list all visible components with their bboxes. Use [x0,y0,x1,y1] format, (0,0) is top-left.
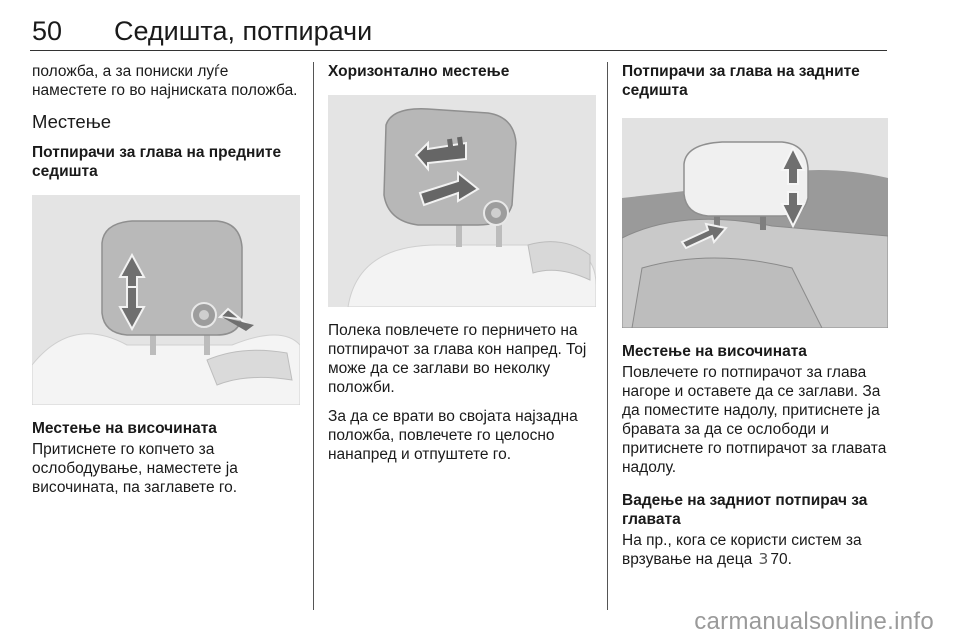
column-divider-1 [313,62,314,610]
rear-height-caption-text: Повлечете го потпирачот за глава нагоре и оставете да се заглави. За да поместите надолу, притиснете ја бравата за да се ослободи и притиснете го потпирачот за главата надолу. [622,364,887,476]
column-divider-2 [607,62,608,610]
front-height-caption-title: Местење на височината [32,420,217,437]
column-3 [622,62,892,579]
rear-headrest-figure [622,118,888,328]
column-1 [32,62,300,507]
front-height-caption-text: Притиснете го копчето за ослободување, наместете ја височината, па заглавете го. [32,441,238,496]
rear-removal-heading: Вадење на задниот потпирач за главата [622,492,868,528]
intro-paragraph: положба, а за пониски луѓе наместете го во најниската положба. [32,63,298,99]
rear-height-caption-title: Местење на височината [622,343,807,360]
horizontal-headrest-figure [328,95,596,307]
rear-headrest-illustration-icon [622,118,888,328]
rear-removal-body: На пр., кога се користи систем за врзување на деца [622,532,862,568]
horizontal-headrest-illustration-icon [328,95,596,307]
horizontal-adjust-heading: Хоризонтално местење [328,63,510,80]
front-headrest-figure [32,195,300,405]
front-headrest-heading: Потпирачи за глава на предните седишта [32,144,282,180]
page-reference-arrow-icon[interactable]: 3 [758,550,769,568]
page-number: 50 [32,16,63,46]
section-title: Местење [32,111,112,132]
watermark: carmanualsonline.info [694,608,934,635]
column-2 [328,62,596,474]
rear-removal-text [622,531,892,569]
page-title: Седишта, потпирачи [114,16,373,46]
page-reference-number[interactable]: 70. [770,551,792,568]
horizontal-adjust-paragraph-2: За да се врати во својата најзадна положба, повлечете го целосно нанапред и отпуштете го. [328,408,578,463]
rear-headrest-heading: Потпирачи за глава на задните седишта [622,63,860,99]
front-headrest-illustration-icon [32,195,300,405]
horizontal-adjust-paragraph-1: Полека повлечете го перничето на потпирачот за глава кон напред. Тој може да се заглави во неколку положби. [328,322,587,396]
page-header [30,12,887,51]
